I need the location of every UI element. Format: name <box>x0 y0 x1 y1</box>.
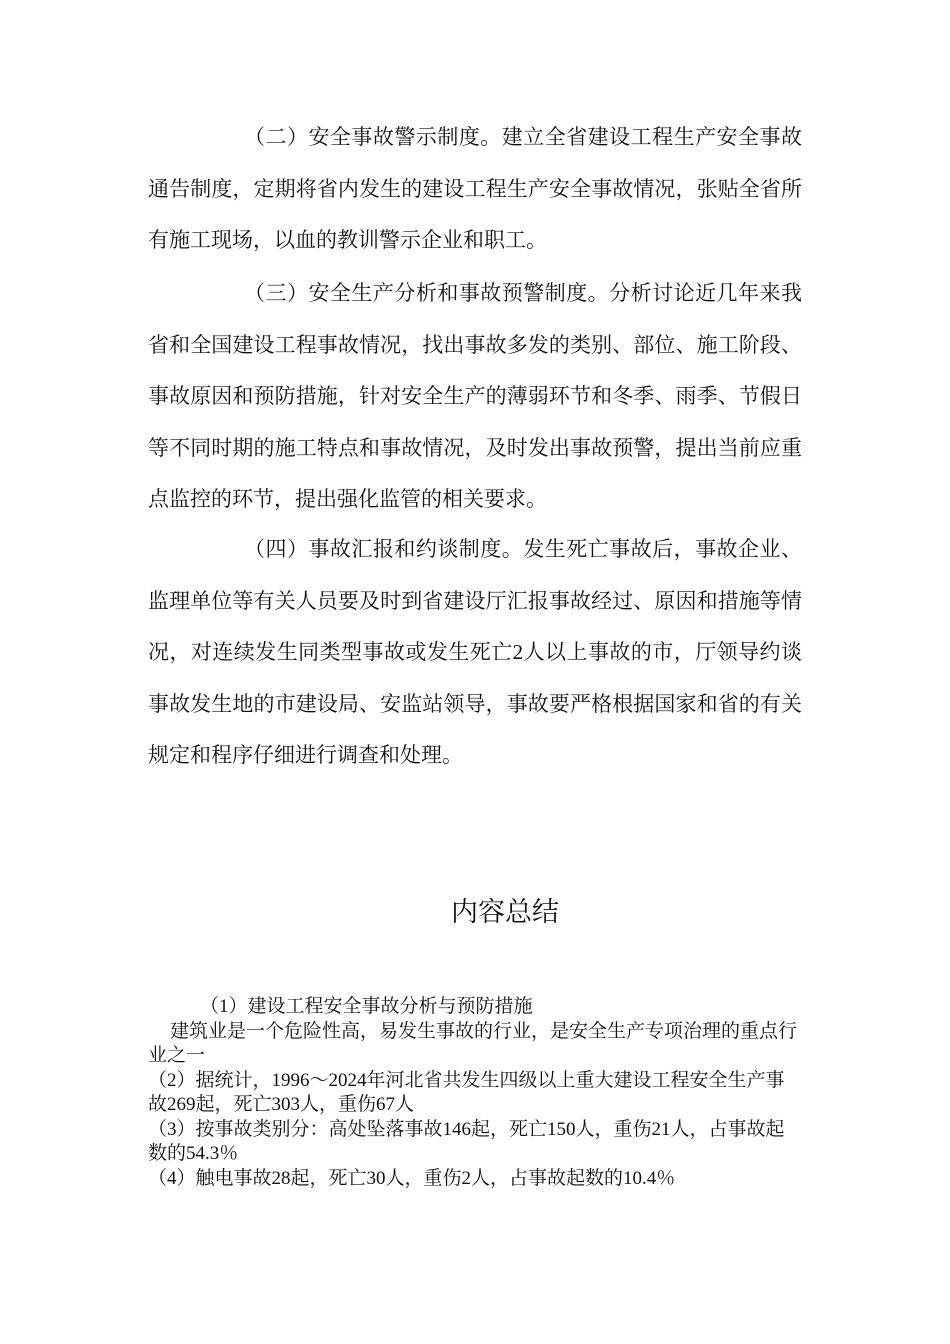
summary-item: （4）触电事故28起，死亡30人，重伤2人，占事故起数的10.4％ <box>148 1167 676 1189</box>
section-reporting-interview <box>148 524 802 782</box>
section-safety-warning <box>148 112 802 267</box>
summary-title: 内容总结 <box>451 897 559 927</box>
paragraph-reporting-interview-system: （四）事故汇报和约谈制度。发生死亡事故后，事故企业、监理单位等有关人员要及时到省建设厅汇报事故经过、原因和措施等情况，对连续发生同类型事故或发生死亡2人以上事故的市，厅领导约谈事故发生地的市建设局、安监站领导，事故要严格根据国家和省的有关规定和程序仔细进行调查和处理。 <box>148 537 802 767</box>
summary-item: （3）按事故类别分：高处坠落事故146起，死亡150人，重伤21人，占事故起数的54.3％ <box>148 1118 785 1164</box>
section-analysis-early-warning <box>148 268 802 526</box>
summary-list <box>148 995 802 1191</box>
paragraph-safety-warning-system: （二）安全事故警示制度。建立全省建设工程生产安全事故通告制度，定期将省内发生的建设工程生产安全事故情况，张贴全省所有施工现场，以血的教训警示企业和职工。 <box>148 125 802 252</box>
summary-item: （1）建设工程安全事故分析与预防措施 <box>200 996 533 1017</box>
paragraph-analysis-early-warning-system: （三）安全生产分析和事故预警制度。分析讨论近几年来我省和全国建设工程事故情况，找出事故多发的类别、部位、施工阶段、事故原因和预防措施，针对安全生产的薄弱环节和冬季、雨季、节假日等不同时期的施工特点和事故情况，及时发出事故预警，提出当前应重点监控的环节，提出强化监管的相关要求。 <box>148 281 802 511</box>
summary-item: （2）据统计，1996～2024年河北省共发生四级以上重大建设工程安全生产事故269起，死亡303人，重伤67人 <box>148 1069 785 1115</box>
summary-item: 建筑业是一个危险性高，易发生事故的行业，是安全生产专项治理的重点行业之一 <box>148 1020 798 1066</box>
